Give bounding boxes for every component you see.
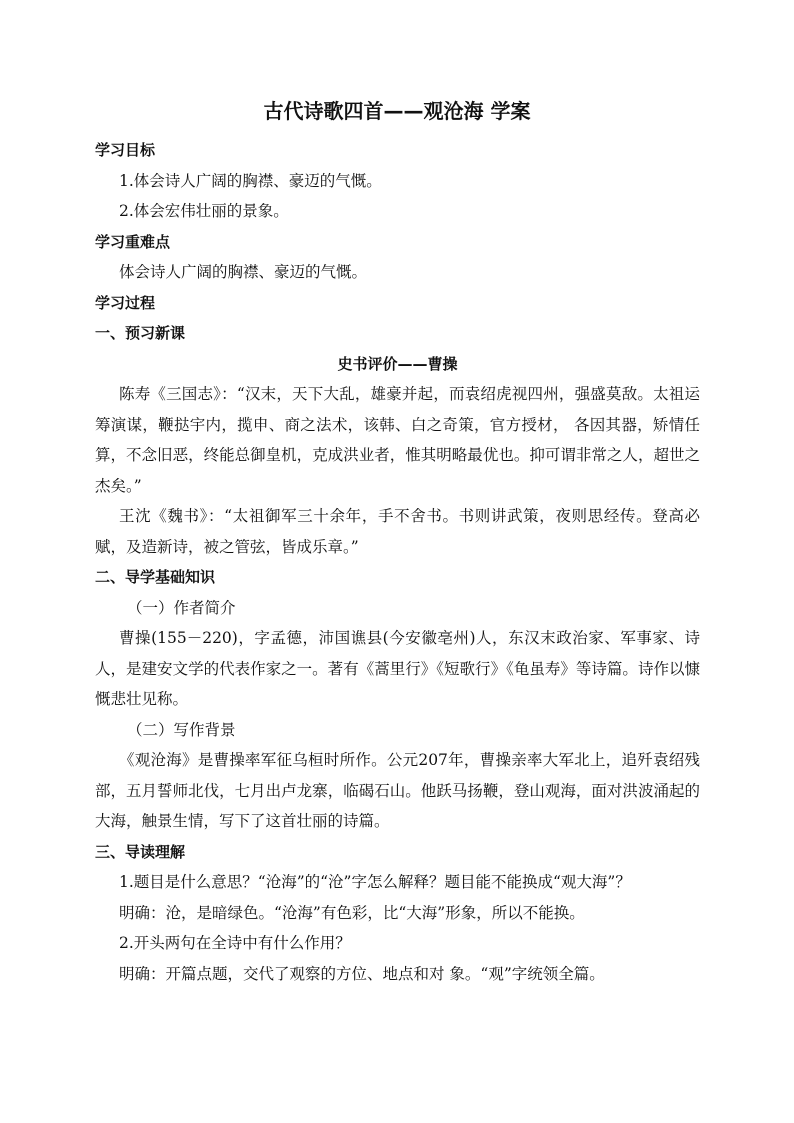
question-1: 1.题目是什么意思？“沧海”的“沧”字怎么解释？题目能不能换成“观大海”？ xyxy=(119,873,631,891)
document-body xyxy=(95,135,700,989)
answer-2: 明确：开篇点题，交代了观察的方位、地点和对 象。“观”字统领全篇。 xyxy=(119,964,605,983)
key-point-item: 体会诗人广阔的胸襟、豪迈的气慨。 xyxy=(119,263,368,281)
document-title: 古代诗歌四首——观沧海 学案 xyxy=(263,99,531,123)
section-heading-goals: 学习目标 xyxy=(95,141,156,159)
goal-item: 2.体会宏伟壮丽的景象。 xyxy=(119,202,289,220)
paragraph-wang-shen: 王沈《魏书》：“太祖御军三十余年，手不舍书。书则讲武策，夜则思经传。登高必赋，及造新诗，被之管弦，皆成乐章。” xyxy=(95,507,700,556)
paragraph-author: 曹操(155－220)，字孟德，沛国谯县(今安徽亳州)人，东汉末政治家、军事家、诗人，是建安文学的代表作家之一。著有《蒿里行》《短歌行》《龟虽寿》等诗篇。诗作以慷慨悲壮见称。 xyxy=(95,629,700,708)
subheading-history: 史书评价——曹操 xyxy=(337,354,458,373)
section-heading-reading: 三、导读理解 xyxy=(95,842,186,861)
section-heading-process: 学习过程 xyxy=(95,293,156,312)
paragraph-chen-shou: 陈寿《三国志》：“汉末，天下大乱，雄豪并起，而袁绍虎视四州，强盛莫敌。太祖运筹演谋，鞭挞宇内，揽申、商之法术，该韩、白之奇策，官方授材， 各因其器，矫情任算，不念旧恶，终能总御皇机，克成洪业者，惟其明略最优也。抑可谓非常之人，超世之杰矣。” xyxy=(95,385,700,495)
section-heading-preview: 一、预习新课 xyxy=(95,324,186,342)
section-heading-key-points: 学习重难点 xyxy=(95,232,171,251)
goal-item: 1.体会诗人广阔的胸襟、豪迈的气慨。 xyxy=(119,171,382,190)
question-2: 2.开头两句在全诗中有什么作用？ xyxy=(119,934,351,952)
answer-1: 明确：沧，是暗绿色。“沧海”有色彩，比“大海”形象，所以不能换。 xyxy=(119,903,585,922)
subheading-background: （二）写作背景 xyxy=(127,720,236,739)
subheading-author: （一）作者简介 xyxy=(127,598,236,617)
paragraph-background: 《观沧海》是曹操率军征乌桓时所作。公元207年，曹操亲率大军北上，追歼袁绍残部，五月誓师北伐，七月出卢龙寨，临碣石山。他跃马扬鞭，登山观海，面对洪波涌起的大海，触景生情，写下了这首壮丽的诗篇。 xyxy=(95,751,700,830)
section-heading-basic-knowledge: 二、导学基础知识 xyxy=(95,568,216,586)
